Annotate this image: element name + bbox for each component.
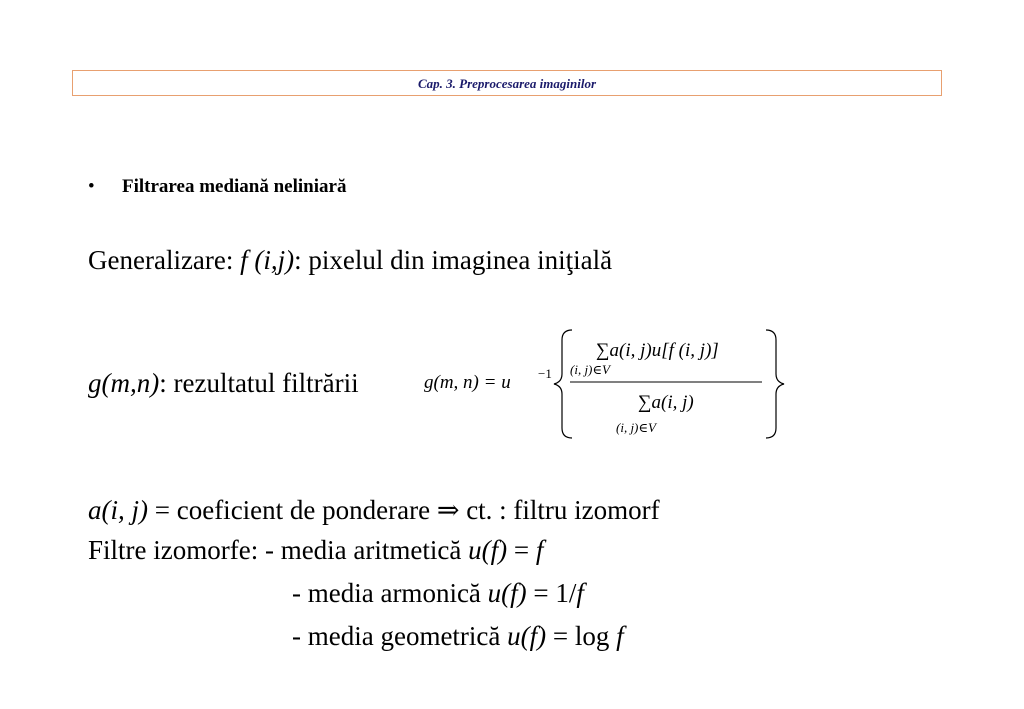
filter-line-1 — [88, 535, 543, 566]
page-header — [72, 70, 942, 96]
u-f-2: u(f) — [487, 578, 527, 608]
filter-line-3 — [292, 621, 624, 652]
formula-exponent: −1 — [538, 366, 552, 381]
right-brace — [766, 330, 784, 438]
eq-3: = log — [546, 621, 617, 651]
g-args: (m,n) — [101, 368, 160, 398]
bullet-text: Filtrarea mediană neliniară — [122, 176, 347, 197]
generalization-line — [88, 245, 612, 276]
generalization-label: Generalizare: — [88, 245, 241, 275]
g-var: g — [88, 368, 102, 398]
filter-formula — [420, 324, 790, 444]
filter-line-2 — [292, 578, 584, 609]
f-args: (i,j) — [247, 245, 295, 275]
a-var: a(i, j) — [88, 495, 148, 525]
eq-2: = 1/ — [526, 578, 577, 608]
bullet-heading — [88, 176, 346, 198]
g-line — [88, 368, 359, 399]
filter-label-1: Filtre izomorfe: - media aritmetică — [88, 535, 469, 565]
left-brace — [554, 330, 572, 438]
filter-label-2: - media armonică — [292, 578, 488, 608]
f-1: f — [535, 535, 544, 565]
u-f-3: u(f) — [507, 621, 547, 651]
a-desc: = coeficient de ponderare ⇒ ct. : filtru izomorf — [148, 495, 660, 525]
filter-label-3: - media geometrică — [292, 621, 508, 651]
u-f-1: u(f) — [468, 535, 508, 565]
f-var: f — [240, 245, 248, 275]
formula-numerator: ∑a(i, j)u[f (i, j)] — [596, 340, 719, 361]
formula-denominator-sub: (i, j)∈V — [616, 420, 656, 435]
generalization-desc: : pixelul din imaginea iniţială — [294, 245, 613, 275]
a-line — [88, 495, 660, 526]
g-desc: : rezultatul filtrării — [159, 368, 359, 398]
eq-1: = — [507, 535, 536, 565]
f-3: f — [616, 621, 624, 651]
bullet-symbol: • — [88, 176, 95, 197]
f-2: f — [576, 578, 584, 608]
formula-denominator: ∑a(i, j) — [638, 392, 694, 413]
header-title: Cap. 3. Preprocesarea imaginilor — [417, 76, 597, 91]
formula-lhs: g(m, n) = u — [424, 372, 511, 393]
formula-numerator-sub: (i, j)∈V — [570, 362, 610, 377]
